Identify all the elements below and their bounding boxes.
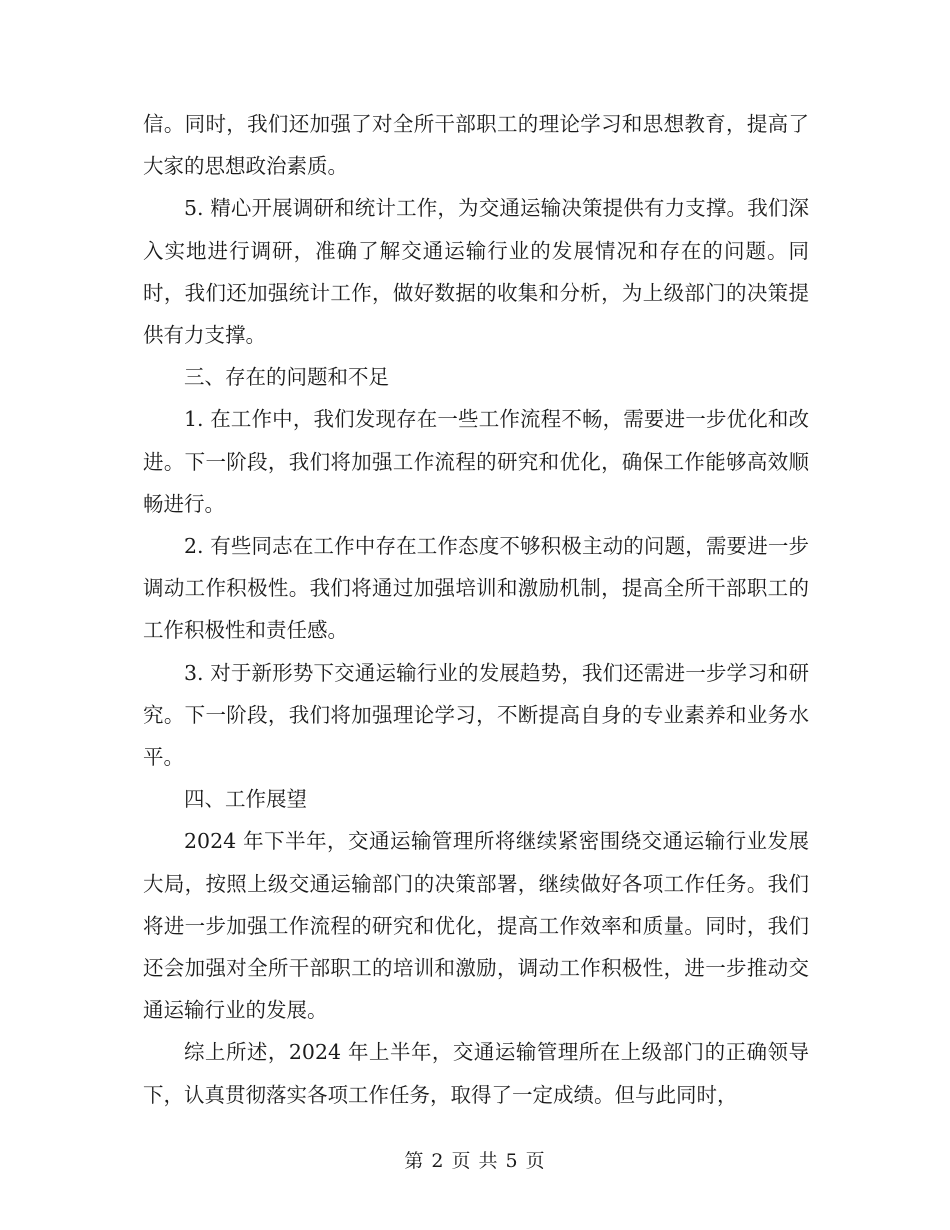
paragraph: 3. 对于新形势下交通运输行业的发展趋势，我们还需进一步学习和研究。下一阶段，我们将加强理论学习，不断提高自身的专业素养和业务水平。 <box>143 660 809 770</box>
page-number-footer: 第 2 页 共 5 页 <box>404 1150 546 1172</box>
document-body <box>143 103 809 1116</box>
paragraph: 1. 在工作中，我们发现存在一些工作流程不畅，需要进一步优化和改进。下一阶段，我们将加强工作流程的研究和优化，确保工作能够高效顺畅进行。 <box>143 407 809 516</box>
section-heading: 四、工作展望 <box>184 787 307 812</box>
paragraph: 信。同时，我们还加强了对全所干部职工的理论学习和思想教育，提高了大家的思想政治素质。 <box>143 112 809 179</box>
paragraph: 5. 精心开展调研和统计工作，为交通运输决策提供有力支撑。我们深入实地进行调研，准确了解交通运输行业的发展情况和存在的问题。同时，我们还加强统计工作，做好数据的收集和分析，为上级部门的决策提供有力支撑。 <box>143 196 809 348</box>
section-heading: 三、存在的问题和不足 <box>184 365 389 390</box>
paragraph: 2. 有些同志在工作中存在工作态度不够积极主动的问题，需要进一步调动工作积极性。我们将通过加强培训和激励机制，提高全所干部职工的工作积极性和责任感。 <box>143 534 809 643</box>
paragraph: 2024 年下半年，交通运输管理所将继续紧密围绕交通运输行业发展大局，按照上级交通运输部门的决策部署，继续做好各项工作任务。我们将进一步加强工作流程的研究和优化，提高工作效率和质量。同时，我们还会加强对全所干部职工的培训和激励，调动工作积极性，进一步推动交通运输行业的发展。 <box>143 829 809 1023</box>
paragraph: 综上所述，2024 年上半年，交通运输管理所在上级部门的正确领导下，认真贯彻落实各项工作任务，取得了一定成绩。但与此同时， <box>143 1040 809 1107</box>
